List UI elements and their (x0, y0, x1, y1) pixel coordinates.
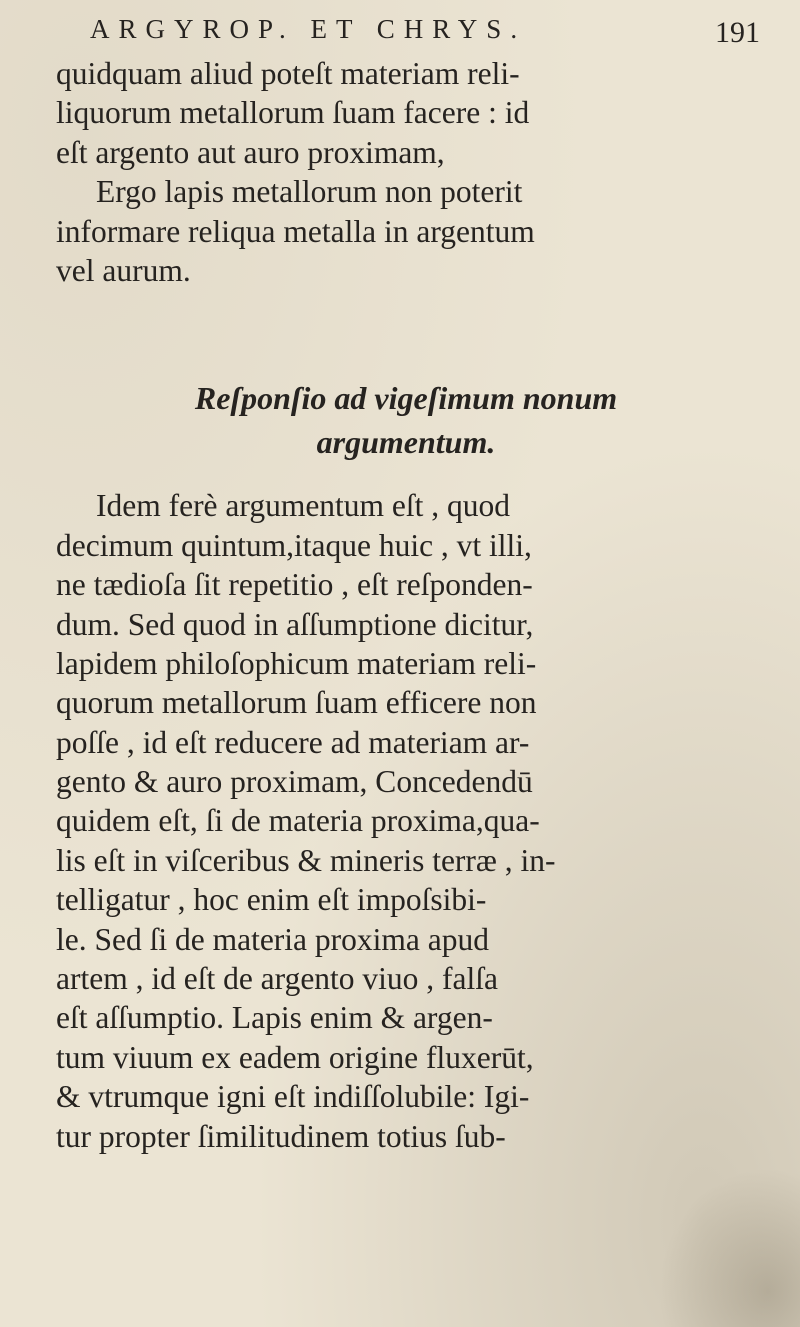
text-line: Ergo lapis metallorum non poterit (96, 174, 523, 210)
text-line: eſt aſſumptio. Lapis enim & argen- (56, 1000, 493, 1036)
text-line: le. Sed ſi de materia proxima apud (56, 921, 489, 957)
paper-stain (640, 1147, 800, 1327)
spacer (56, 464, 756, 486)
text-line: telligatur , hoc enim eſt impoſsibi- (56, 882, 487, 918)
section-heading: Reſponſio ad vigeſimum nonum (194, 380, 618, 417)
text-line: quorum metallorum ſuam efficere non (56, 685, 537, 721)
text-line: lapidem philoſophicum materiam reli- (56, 645, 537, 681)
text-block (56, 54, 756, 1156)
text-line: eſt argento aut auro proximam, (56, 134, 445, 170)
text-line: informare reliqua metalla in argentum (56, 213, 535, 249)
running-title: ARGYROP. ET CHRYS. (90, 14, 527, 44)
text-line: ne tædioſa ſit repetitio , eſt reſponden- (56, 567, 533, 603)
text-line: artem , id eſt de argento viuo , falſa (56, 961, 499, 997)
text-line: tur propter ſimilitudinem totius ſub- (56, 1118, 506, 1154)
text-line: gento & auro proximam, Concedendū (56, 764, 533, 800)
text-line: lis eſt in viſceribus & mineris terræ , in- (56, 842, 556, 878)
paragraph-3 (56, 486, 756, 1156)
paragraph-1 (56, 54, 756, 172)
text-line: tum viuum ex eadem origine fluxerūt, (56, 1039, 534, 1075)
text-line: poſſe , id eſt reducere ad materiam ar- (56, 724, 530, 760)
section-heading-continued: argumentum. (316, 424, 496, 461)
running-head (90, 14, 760, 54)
text-line: decimum quintum,itaque huic , vt illi, (56, 527, 532, 563)
text-line: liquorum metallorum ſuam facere : id (56, 95, 530, 131)
text-line: Idem ferè argumentum eſt , quod (96, 488, 511, 524)
page-number: 191 (715, 16, 760, 49)
text-line: vel aurum. (56, 252, 191, 288)
text-line: & vtrumque igni eſt indiſſolubile: Igi- (56, 1079, 530, 1115)
text-line: dum. Sed quod in aſſumptione dicitur, (56, 606, 534, 642)
paragraph-2 (56, 172, 756, 290)
text-line: quidem eſt, ſi de materia proxima,qua- (56, 803, 540, 839)
text-line: quidquam aliud poteſt materiam reli- (56, 56, 520, 91)
